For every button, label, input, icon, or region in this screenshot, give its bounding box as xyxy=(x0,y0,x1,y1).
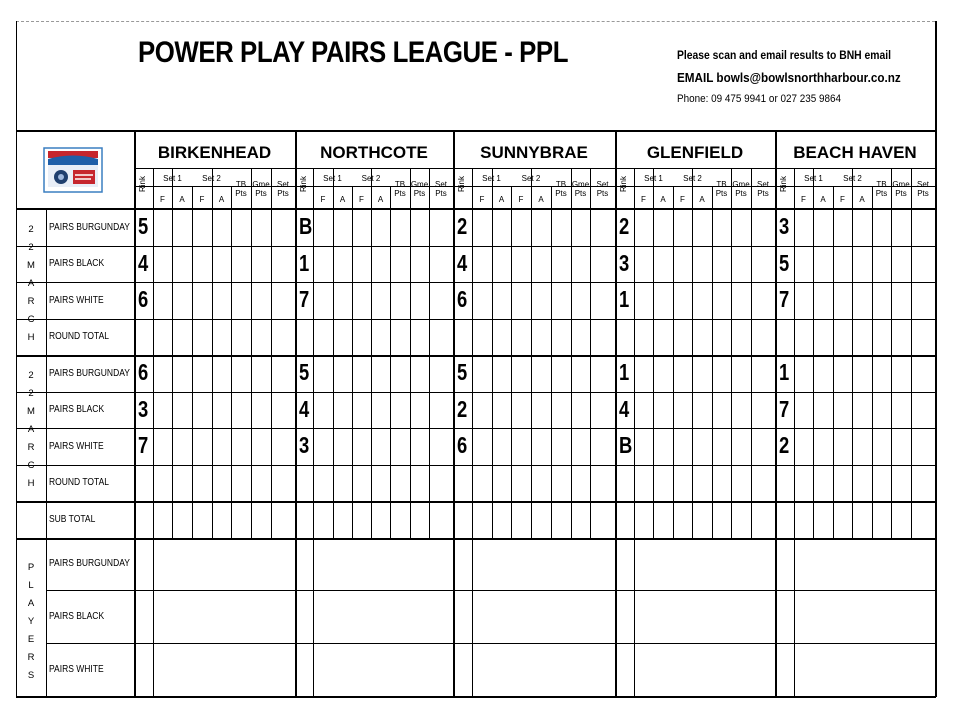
players-side-letter: P xyxy=(27,562,35,573)
grid-vline xyxy=(712,186,713,538)
f-label: F xyxy=(479,195,485,204)
grid-hline xyxy=(16,246,935,247)
grid-vline xyxy=(352,186,353,538)
round2-date-letter: 2 xyxy=(28,388,34,399)
rink-number: 4 xyxy=(457,250,468,276)
grid-hline xyxy=(16,392,935,393)
rink-number: 7 xyxy=(138,432,149,458)
set-pts-label: Set Pts xyxy=(916,180,929,198)
grid-vline xyxy=(251,168,252,538)
players-row-label-burgundy: PAIRS BURGUNDAY xyxy=(49,558,130,569)
grid-hline xyxy=(16,319,935,320)
set2-label: Set 2 xyxy=(361,174,381,183)
grid-hline xyxy=(16,465,935,466)
grid-vline xyxy=(231,186,232,538)
rink-number: 5 xyxy=(457,359,468,385)
row-label-round-total: ROUND TOTAL xyxy=(49,331,109,342)
rink-number: 6 xyxy=(457,432,468,458)
rink-number: 1 xyxy=(619,286,630,312)
players-side-letter: S xyxy=(27,670,35,681)
grid-vline xyxy=(673,186,674,538)
grid-vline xyxy=(192,186,193,538)
club-header: GLENFIELD xyxy=(646,143,744,162)
set2-label: Set 2 xyxy=(202,174,221,183)
players-side-letter: A xyxy=(27,598,35,609)
grid-vline xyxy=(813,168,814,538)
rink-column-label: Rink xyxy=(457,176,466,193)
row-label-round-total: ROUND TOTAL xyxy=(49,477,109,488)
players-side-letter: Y xyxy=(27,616,35,627)
grid-vline xyxy=(295,130,297,697)
grid-vline xyxy=(852,168,853,538)
set1-label: Set 1 xyxy=(323,174,342,183)
tb-pts-label: TB Pts xyxy=(394,180,406,198)
players-side-letter: L xyxy=(28,580,34,591)
grid-vline xyxy=(172,168,173,538)
players-row-label-white: PAIRS WHITE xyxy=(49,664,104,675)
gme-pts-label: Gme Pts xyxy=(571,180,590,198)
grid-vline xyxy=(775,130,777,697)
set-pts-label: Set Pts xyxy=(756,180,769,198)
grid-hline xyxy=(16,282,935,283)
rink-number: B xyxy=(299,213,313,239)
gme-pts-label: Gme Pts xyxy=(410,180,429,198)
grid-hline xyxy=(46,643,935,644)
grid-vline xyxy=(511,186,512,538)
contact-phone: Phone: 09 475 9941 or 027 235 9864 xyxy=(677,93,842,105)
grid-vline xyxy=(472,168,473,697)
grid-vline xyxy=(410,168,411,538)
round2-date-letter: C xyxy=(27,460,35,471)
row-label-black: PAIRS BLACK xyxy=(49,404,105,415)
grid-vline xyxy=(153,168,154,697)
grid-vline xyxy=(492,168,493,538)
round1-date-letter: H xyxy=(27,332,35,343)
rink-number: 1 xyxy=(619,359,630,385)
row-label-white: PAIRS WHITE xyxy=(49,294,104,306)
grid-vline xyxy=(634,168,635,697)
a-label: A xyxy=(218,195,225,204)
rink-number: 3 xyxy=(138,396,149,422)
a-label: A xyxy=(859,195,865,204)
a-label: A xyxy=(699,195,705,204)
f-label: F xyxy=(801,195,806,204)
a-label: A xyxy=(538,195,544,204)
rink-number: 2 xyxy=(457,396,468,422)
row-label-black: PAIRS BLACK xyxy=(49,258,105,269)
grid-vline xyxy=(313,168,314,697)
grid-hline xyxy=(16,355,935,357)
rink-number: 7 xyxy=(779,396,790,422)
grid-vline xyxy=(911,168,912,538)
round2-date-letter: 2 xyxy=(28,370,34,381)
rink-number: 7 xyxy=(299,286,310,312)
f-label: F xyxy=(199,195,205,204)
f-label: F xyxy=(641,195,646,204)
club-header: NORTHCOTE xyxy=(320,143,428,162)
grid-hline xyxy=(16,501,935,503)
grid-vline xyxy=(590,168,591,538)
round1-date-letter: R xyxy=(27,296,35,307)
grid-hline xyxy=(16,428,935,429)
row-label-burgundy: PAIRS BURGUNDAY xyxy=(49,367,130,379)
rink-number: 4 xyxy=(619,396,630,422)
set1-label: Set 1 xyxy=(804,174,823,183)
a-label: A xyxy=(660,195,666,204)
rink-number: 5 xyxy=(299,359,310,385)
club-header: SUNNYBRAE xyxy=(480,143,588,162)
rink-number: 6 xyxy=(138,286,149,312)
a-label: A xyxy=(179,195,185,204)
f-label: F xyxy=(160,195,165,204)
grid-vline xyxy=(453,130,455,697)
a-label: A xyxy=(820,195,826,204)
contact-instruction: Please scan and email results to BNH email xyxy=(677,50,892,62)
set1-label: Set 1 xyxy=(482,174,501,183)
gme-pts-label: Gme Pts xyxy=(732,180,750,198)
rink-number: 2 xyxy=(779,432,790,458)
set2-label: Set 2 xyxy=(683,174,702,183)
round2-date-letter: H xyxy=(27,478,35,489)
round1-date-letter: A xyxy=(27,278,35,289)
grid-hline xyxy=(46,590,935,591)
grid-vline xyxy=(891,168,892,538)
grid-vline xyxy=(872,186,873,538)
gme-pts-label: Gme Pts xyxy=(892,180,910,198)
row-label-burgundy: PAIRS BURGUNDAY xyxy=(49,221,130,233)
grid-hline xyxy=(16,130,935,132)
round1-date-letter: M xyxy=(27,260,35,271)
grid-hline xyxy=(16,538,935,540)
a-label: A xyxy=(377,195,384,204)
set2-label: Set 2 xyxy=(521,174,541,183)
tb-pts-label: TB Pts xyxy=(235,180,247,198)
set2-label: Set 2 xyxy=(843,174,862,183)
grid-vline xyxy=(653,168,654,538)
grid-vline xyxy=(333,168,334,538)
grid-vline xyxy=(371,168,372,538)
round1-date-letter: 2 xyxy=(28,224,34,235)
f-label: F xyxy=(840,195,845,204)
grid-vline xyxy=(390,186,391,538)
rink-column-label: Rink xyxy=(779,176,788,193)
players-side-letter: E xyxy=(27,634,35,645)
grid-hline xyxy=(16,696,936,698)
grid-vline xyxy=(531,168,532,538)
grid-vline xyxy=(751,168,752,538)
club-header: BIRKENHEAD xyxy=(157,143,272,162)
round1-date-letter: 2 xyxy=(28,242,34,253)
set1-label: Set 1 xyxy=(644,174,663,183)
grid-vline xyxy=(692,168,693,538)
round1-date-letter: C xyxy=(27,314,35,325)
rink-number: 6 xyxy=(457,286,468,312)
f-label: F xyxy=(320,195,326,204)
f-label: F xyxy=(518,195,524,204)
set-pts-label: Set Pts xyxy=(596,180,609,198)
row-label-white: PAIRS WHITE xyxy=(49,440,104,452)
rink-number: 2 xyxy=(457,213,468,239)
rink-number: 7 xyxy=(779,286,790,312)
rink-number: 3 xyxy=(619,250,630,276)
f-label: F xyxy=(359,195,364,204)
top-dashed-border xyxy=(16,21,935,22)
grid-vline xyxy=(731,168,732,538)
grid-vline xyxy=(833,186,834,538)
set1-label: Set 1 xyxy=(163,174,182,183)
contact-email[interactable]: EMAIL bowls@bowlsnorthharbour.co.nz xyxy=(677,70,901,85)
rink-number: 4 xyxy=(138,250,149,276)
rink-number: 4 xyxy=(299,396,310,422)
grid-vline xyxy=(134,130,136,697)
grid-vline xyxy=(429,168,430,538)
rink-column-label: Rink xyxy=(299,176,308,193)
f-label: F xyxy=(680,195,685,204)
rink-number: B xyxy=(619,432,633,458)
rink-number: 1 xyxy=(299,250,310,276)
grid-hline xyxy=(134,168,935,169)
tb-pts-label: TB Pts xyxy=(875,180,888,198)
grid-vline xyxy=(271,168,272,538)
a-label: A xyxy=(498,195,505,204)
grid-vline xyxy=(935,21,937,697)
rink-number: 3 xyxy=(299,432,310,458)
tb-pts-label: TB Pts xyxy=(715,180,728,198)
a-label: A xyxy=(339,195,346,204)
rink-number: 5 xyxy=(779,250,790,276)
round2-date-letter: R xyxy=(27,442,35,453)
grid-vline xyxy=(794,168,795,697)
grid-vline xyxy=(16,21,17,697)
rink-number: 3 xyxy=(779,213,790,239)
gme-pts-label: Gme Pts xyxy=(252,180,270,198)
page-title: POWER PLAY PAIRS LEAGUE - PPL xyxy=(138,36,569,69)
players-row-label-black: PAIRS BLACK xyxy=(49,610,105,622)
grid-vline xyxy=(615,130,617,697)
club-header: BEACH HAVEN xyxy=(793,143,917,162)
rink-column-label: Rink xyxy=(138,176,147,193)
rink-number: 5 xyxy=(138,213,149,239)
grid-vline xyxy=(551,186,552,538)
rink-number: 2 xyxy=(619,213,630,239)
round2-date-letter: M xyxy=(27,406,35,417)
row-label-sub-total: SUB TOTAL xyxy=(49,513,96,525)
tb-pts-label: TB Pts xyxy=(555,180,567,198)
rink-number: 6 xyxy=(138,359,149,385)
grid-vline xyxy=(212,168,213,538)
round2-date-letter: A xyxy=(27,424,35,435)
grid-vline xyxy=(571,168,572,538)
players-side-letter: R xyxy=(27,652,35,663)
set-pts-label: Set Pts xyxy=(434,180,447,198)
set-pts-label: Set Pts xyxy=(276,180,289,198)
bowls-club-logo xyxy=(43,147,103,193)
rink-column-label: Rink xyxy=(619,176,628,193)
rink-number: 1 xyxy=(779,359,790,385)
